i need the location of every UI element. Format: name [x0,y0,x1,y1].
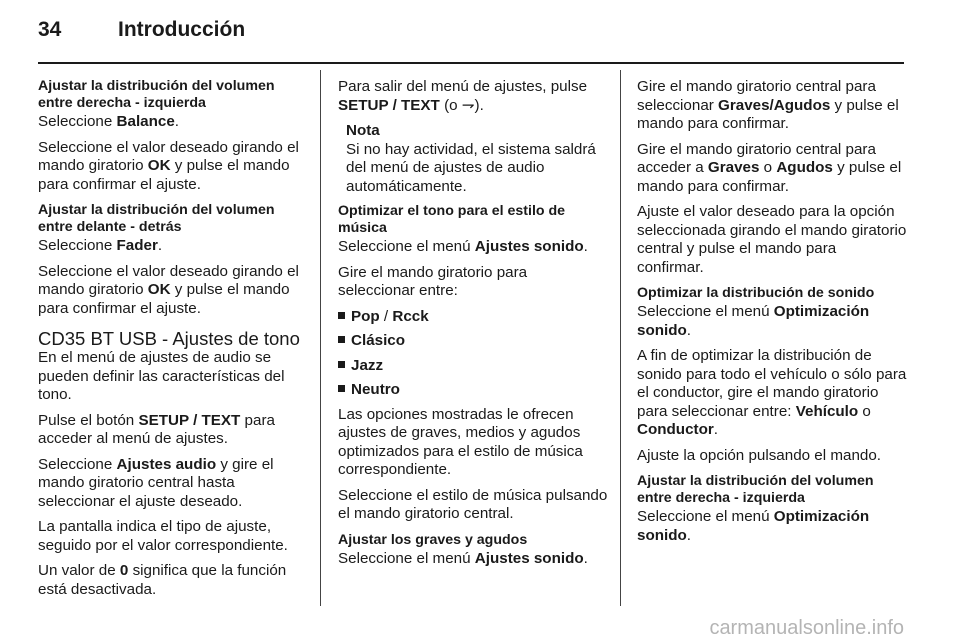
page-number: 34 [38,18,62,41]
column-3 [637,78,907,552]
paragraph: Seleccione el menú Optimización sonido. [637,303,870,339]
paragraph: A fin de optimizar la distribución de sonido para todo el vehículo o sólo para el conductor, gire el mando giratorio para seleccionar entre: Vehículo o Conductor. [637,347,907,438]
paragraph: La pantalla indica el tipo de ajuste, seguido por el valor correspondiente. [38,518,288,554]
heading-fader: Ajustar la distribución del volumen entre delante - detrás [38,202,275,235]
paragraph: Seleccione Balance. [38,113,180,130]
paragraph: Ajuste la opción pulsando el mando. [637,446,882,464]
heading-balance: Ajustar la distribución del volumen entre derecha - izquierda [38,78,275,111]
paragraph: Las opciones mostradas le ofrecen ajustes de graves, medios y agudos optimizados para el estilo de música correspondiente. [338,405,583,478]
paragraph: Seleccione el menú Optimización sonido. [637,508,870,544]
heading-bass-treble: Ajustar los graves y agudos [338,531,528,548]
paragraph: Un valor de 0 significa que la función está desactivada. [38,562,287,598]
list-item: Clásico [338,332,608,351]
section-title: CD35 BT USB - Ajustes de tono [38,328,300,349]
column-divider-2 [620,70,621,606]
bullet-square-icon [338,361,345,368]
paragraph: Gire el mando giratorio central para acceder a Graves o Agudos y pulse el mando para confirmar. [637,140,902,195]
list-item: Jazz [338,357,608,376]
paragraph: Seleccione el estilo de música pulsando el mando giratorio central. [338,486,608,522]
paragraph: Seleccione el valor deseado girando el mando giratorio OK y pulse el mando para confirmar el ajuste. [38,138,299,193]
paragraph: Seleccione el menú Ajustes sonido. [338,238,588,255]
heading-balance-2: Ajustar la distribución del volumen entre derecha - izquierda [637,473,874,506]
column-divider-1 [320,70,321,606]
paragraph: Seleccione Fader. [38,237,163,254]
heading-music-style: Optimizar el tono para el estilo de música [338,203,566,236]
paragraph: Gire el mando giratorio para seleccionar entre: [338,263,528,299]
page-title: Introducción [118,18,246,41]
column-1 [38,78,308,606]
paragraph: Seleccione Ajustes audio y gire el mando giratorio central hasta seleccionar el ajuste deseado. [38,455,274,510]
list-item: Pop / Rcck [338,308,608,327]
paragraph: Ajuste el valor deseado para la opción seleccionada girando el mando giratorio central y pulse el mando para confirmar. [637,203,907,276]
list-item: Neutro [338,381,608,400]
note-text: Si no hay actividad, el sistema saldrá del menú de ajustes de audio automáticamente. [346,140,596,195]
note-box [338,122,608,196]
note-title: Nota [346,122,380,139]
watermark: carmanualsonline.info [709,617,904,639]
bullet-square-icon [338,312,345,319]
music-style-list [338,308,608,400]
paragraph: Pulse el botón SETUP / TEXT para acceder al menú de ajustes. [38,411,275,447]
header-rule [38,62,904,64]
paragraph: Seleccione el menú Ajustes sonido. [338,549,588,567]
bullet-square-icon [338,336,345,343]
paragraph: Gire el mando giratorio central para seleccionar Graves/Agudos y pulse el mando para confirmar. [637,78,899,132]
column-2 [338,78,608,575]
paragraph: En el menú de ajustes de audio se pueden definir las características del tono. [38,349,285,403]
heading-sound-distribution: Optimizar la distribución de sonido [637,285,875,301]
paragraph: Seleccione el valor deseado girando el mando giratorio OK y pulse el mando para confirmar el ajuste. [38,262,299,317]
bullet-square-icon [338,385,345,392]
paragraph: Para salir del menú de ajustes, pulse SETUP / TEXT (o ⇁). [338,78,588,114]
back-icon: ⇁ [461,96,475,114]
